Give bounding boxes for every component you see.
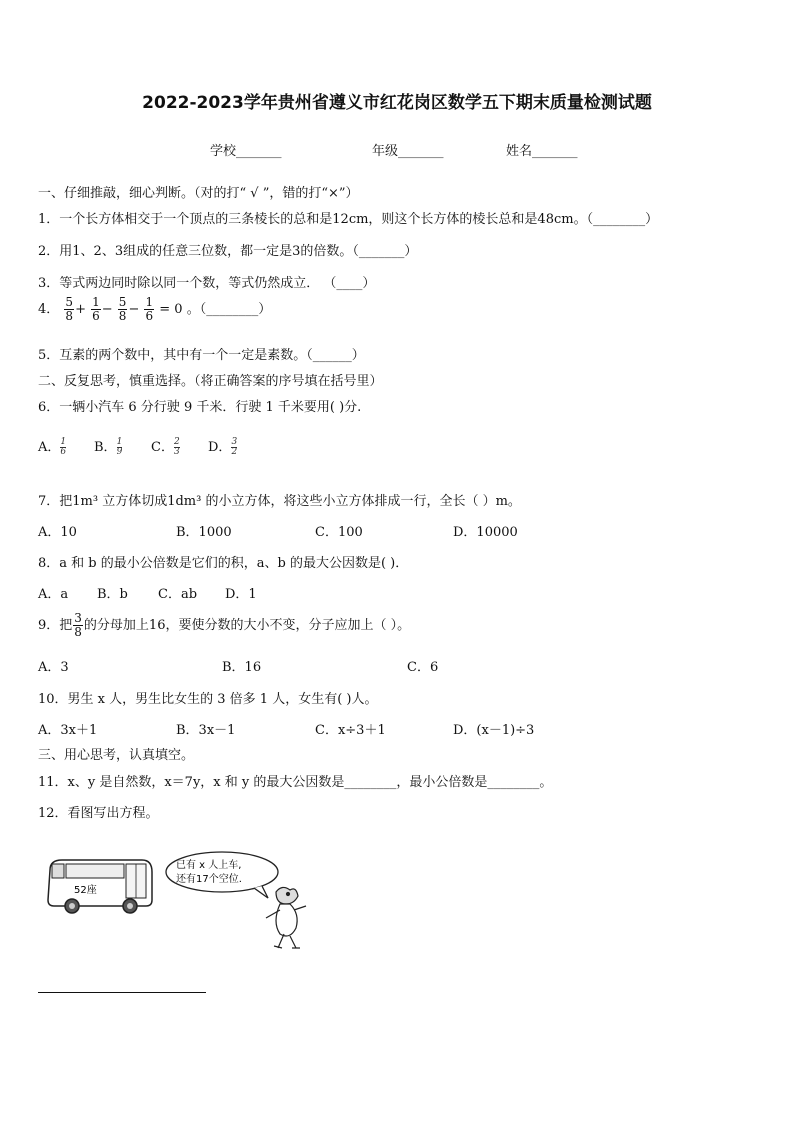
grade-field: 年级_______ <box>372 144 444 159</box>
option-c: C．100 <box>315 525 363 540</box>
option-a: A． $\frac{1}{6}$ <box>38 437 67 457</box>
option-b: B．16 <box>222 660 262 675</box>
bubble-line-2: 还有17个空位. <box>176 874 242 885</box>
option-d: D．10000 <box>453 525 518 540</box>
question-6: 6．一辆小汽车 6 分行驶 9 千米．行驶 1 千米要用( )分. <box>38 400 362 415</box>
option-b: B．b <box>97 587 128 602</box>
question-3: 3．等式两边同时除以同一个数，等式仍然成立． （____） <box>38 276 376 291</box>
option-b: B． $\frac{1}{9}$ <box>94 437 123 457</box>
section-3-heading: 三、用心思考，认真填空。 <box>38 748 195 763</box>
rooster-character-icon <box>266 887 306 948</box>
question-9: 9．把 $\frac{3}{8}$ 的分母加上16，要使分数的大小不变，分子应加上（ ）。 <box>38 611 411 639</box>
question-1: 1．一个长方体相交于一个顶点的三条棱长的总和是12cm，则这个长方体的棱长总和是48cm。（________） <box>38 212 659 227</box>
option-b: B．1000 <box>176 525 232 540</box>
section-2-heading: 二、反复思考，慎重选择。（将正确答案的序号填在括号里） <box>38 374 383 389</box>
name-field: 姓名_______ <box>506 144 578 159</box>
option-d: D． $\frac{3}{2}$ <box>208 437 238 457</box>
question-8: 8．a 和 b 的最小公倍数是它们的积，a、b 的最大公因数是( )． <box>38 556 409 571</box>
fraction: $\frac{5}{8}$ <box>118 295 127 323</box>
bus-icon <box>48 860 152 913</box>
question-2: 2．用1、2、3组成的任意三位数，都一定是3的倍数。（_______） <box>38 244 418 259</box>
question-11: 11．x、y 是自然数，x＝7y，x 和 y 的最大公因数是________，最小公倍数是________。 <box>38 775 553 790</box>
footnote-rule <box>38 992 206 993</box>
fraction: $\frac{5}{8}$ <box>65 295 74 323</box>
page-title: 2022-2023学年贵州省遵义市红花岗区数学五下期末质量检测试题 <box>142 93 652 113</box>
option-a: A．a <box>38 587 69 602</box>
bus-illustration <box>44 848 314 956</box>
question-4-tail: = 0 。（________） <box>159 302 272 317</box>
option-d: D．1 <box>225 587 257 602</box>
option-c: C．6 <box>407 660 439 675</box>
fraction: $\frac{3}{8}$ <box>74 611 82 639</box>
question-4-number: 4． <box>38 302 60 317</box>
question-5: 5．互素的两个数中，其中有一个一定是素数。（______） <box>38 348 365 363</box>
fraction: $\frac{1}{6}$ <box>145 295 154 323</box>
option-d: D．(x－1)÷3 <box>453 723 535 738</box>
section-1-heading: 一、仔细推敲，细心判断。（对的打“ √ ”，错的打“×”） <box>38 186 359 201</box>
question-7: 7．把1m³ 立方体切成1dm³ 的小立方体，将这些小立方体排成一行，全长（ ）m。 <box>38 494 521 509</box>
fraction: $\frac{1}{6}$ <box>92 295 100 323</box>
option-a: A．10 <box>38 525 77 540</box>
option-c: C．ab <box>158 587 198 602</box>
school-field: 学校_______ <box>210 144 282 159</box>
option-a: A．3x＋1 <box>38 723 98 738</box>
option-b: B．3x－1 <box>176 723 236 738</box>
option-c: C．x÷3＋1 <box>315 723 386 738</box>
question-10: 10．男生 x 人，男生比女生的 3 倍多 1 人，女生有( )人。 <box>38 692 378 707</box>
option-a: A．3 <box>38 660 69 675</box>
question-12: 12．看图写出方程。 <box>38 806 159 821</box>
bus-seat-label: 52座 <box>74 885 97 896</box>
bubble-line-1: 已有 x 人上车, <box>176 860 242 871</box>
option-c: C． $\frac{2}{3}$ <box>151 437 180 457</box>
question-4: 4． $\frac{5}{8}$ + $\frac{1}{6}$ − $\frac{5}{8}$ − $\frac{1}{6}$ = 0 。（________） <box>38 295 272 323</box>
